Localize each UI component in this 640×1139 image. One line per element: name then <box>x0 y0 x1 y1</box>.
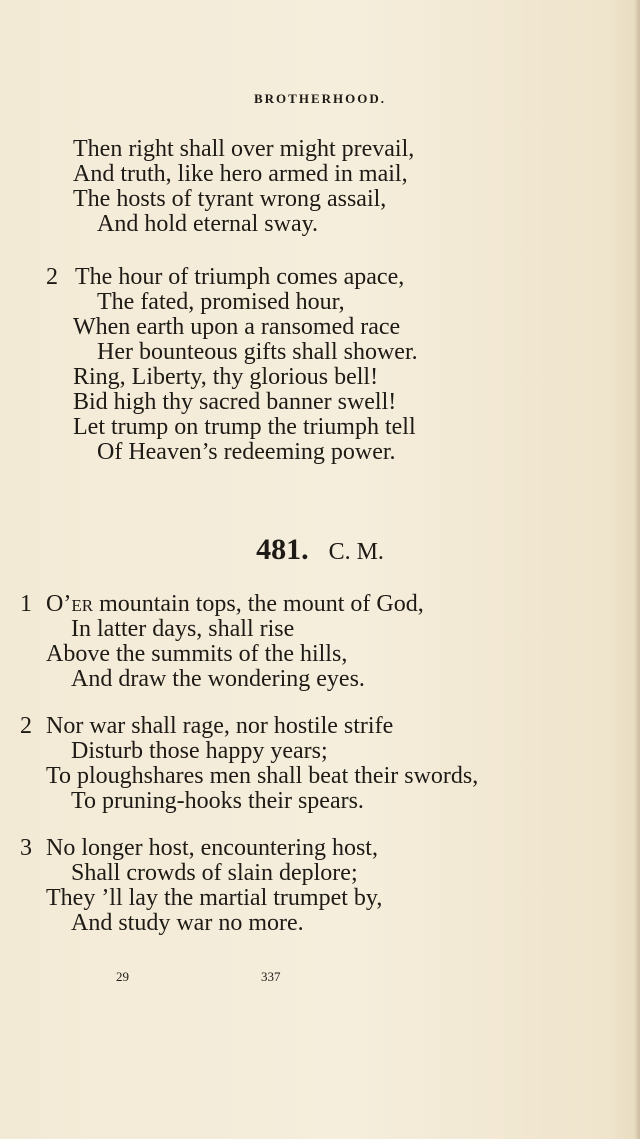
verse-line: The hosts of tyrant wrong assail, <box>73 186 387 212</box>
verse-line: No longer host, encountering host, <box>46 835 378 861</box>
page-number: 337 <box>261 969 281 984</box>
verse-line: Of Heaven’s redeeming power. <box>97 439 396 465</box>
verse-line: The fated, promised hour, <box>97 289 345 315</box>
running-head: BROTHERHOOD. <box>254 91 386 106</box>
verse-line: Shall crowds of slain deplore; <box>71 860 358 886</box>
initial-word-cap: O’ <box>46 591 72 617</box>
verse-line: And study war no more. <box>71 910 304 936</box>
verse-line: To pruning-hooks their spears. <box>71 788 364 814</box>
verse-line: In latter days, shall rise <box>71 616 295 642</box>
verse-line: And hold eternal sway. <box>97 211 319 237</box>
hymn-heading <box>0 533 640 569</box>
signature-mark: 29 <box>116 969 129 984</box>
verse-line: Above the summits of the hills, <box>46 641 348 667</box>
verse-line: Her bounteous gifts shall shower. <box>97 339 418 365</box>
initial-word-smallcaps: er <box>71 591 94 617</box>
verse-line: Bid high thy sacred banner swell! <box>73 389 397 415</box>
verse-line: To ploughshares men shall beat their swords, <box>46 763 479 789</box>
verse-line-first <box>46 591 424 617</box>
verse-line: The hour of triumph comes apace, <box>75 264 405 290</box>
first-line-rest: mountain tops, the mount of God, <box>93 591 424 617</box>
stanza-number: 2 <box>20 713 32 739</box>
page-edge-shadow <box>634 0 640 1139</box>
verse-line: Ring, Liberty, thy glorious bell! <box>73 364 379 390</box>
verse-line: Then right shall over might prevail, <box>73 136 415 162</box>
verse-line: And truth, like hero armed in mail, <box>73 161 408 187</box>
verse-line: Disturb those happy years; <box>71 738 328 764</box>
hymn-number: 481. <box>256 533 309 566</box>
stanza-number: 1 <box>20 591 32 617</box>
stanza-number: 2 <box>46 264 58 290</box>
stanza-number: 3 <box>20 835 32 861</box>
verse-line: Let trump on trump the triumph tell <box>73 414 416 440</box>
verse-line: Nor war shall rage, nor hostile strife <box>46 713 394 739</box>
hymn-meter: C. M. <box>328 539 384 565</box>
verse-line: When earth upon a ransomed race <box>73 314 401 340</box>
verse-line: And draw the wondering eyes. <box>71 666 365 692</box>
verse-line: They ’ll lay the martial trumpet by, <box>46 885 383 911</box>
